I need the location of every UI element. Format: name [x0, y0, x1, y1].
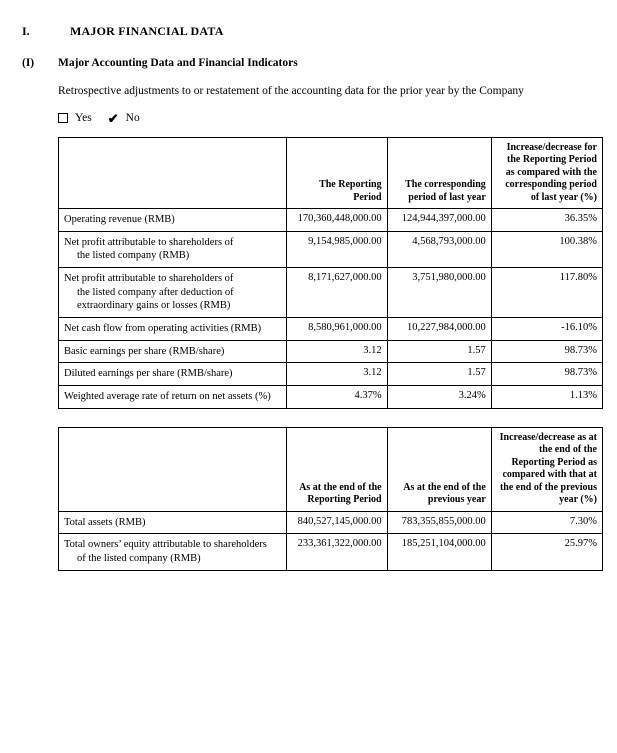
row-label	[59, 318, 287, 341]
row-label-line: Net cash flow from operating activities (RMB)	[64, 323, 262, 335]
financial-table-balance	[58, 427, 603, 571]
row-label-line: extraordinary gains or losses (RMB)	[77, 300, 231, 312]
row-value-reporting: 8,580,961,000.00	[287, 318, 387, 341]
restatement-choice-group	[58, 112, 595, 125]
row-value-end-reporting: 233,361,322,000.00	[287, 534, 387, 570]
table-row	[59, 268, 603, 318]
row-value-reporting: 170,360,448,000.00	[287, 209, 387, 232]
row-label-line: Total owners’ equity attributable to shareholders	[64, 539, 267, 551]
row-value-lastyear: 1.57	[387, 363, 491, 386]
row-label-line: the listed company (RMB)	[77, 250, 190, 262]
row-value-lastyear: 3.24%	[387, 385, 491, 408]
row-value-end-previous: 185,251,104,000.00	[387, 534, 491, 570]
row-value-lastyear: 1.57	[387, 340, 491, 363]
row-label	[59, 511, 287, 534]
table-header-row	[59, 427, 603, 511]
header-cell-change: Increase/decrease for the Reporting Period as compared with the corresponding period of last year (%)	[491, 137, 602, 209]
subsection-number: (I)	[22, 57, 35, 69]
no-checkbox-checked-icon[interactable]: ✔	[107, 110, 119, 126]
row-value-change: 36.35%	[491, 209, 602, 232]
table-row	[59, 511, 603, 534]
table-row	[59, 318, 603, 341]
row-label-line: Diluted earnings per share (RMB/share)	[64, 368, 233, 380]
row-label-line: the listed company after deduction of	[77, 286, 234, 298]
table-header-row	[59, 137, 603, 209]
no-label: No	[125, 112, 140, 125]
section-number: I.	[22, 24, 30, 38]
row-value-lastyear: 124,944,397,000.00	[387, 209, 491, 232]
table-spacer	[22, 409, 595, 427]
header-cell-blank	[59, 137, 287, 209]
table-row	[59, 363, 603, 386]
row-label	[59, 268, 287, 318]
table-row	[59, 534, 603, 570]
row-label	[59, 385, 287, 408]
table-row	[59, 385, 603, 408]
row-label-line: of the listed company (RMB)	[77, 552, 201, 564]
header-cell-end-reporting-period: As at the end of the Reporting Period	[287, 427, 387, 511]
row-value-change: 98.73%	[491, 363, 602, 386]
row-label	[59, 363, 287, 386]
row-label	[59, 340, 287, 363]
row-label-line: Net profit attributable to shareholders of	[64, 236, 234, 248]
row-label-line: Total assets (RMB)	[64, 516, 146, 528]
row-value-change: 25.97%	[491, 534, 602, 570]
subsection-title: Major Accounting Data and Financial Indicators	[58, 57, 298, 69]
intro-paragraph: Retrospective adjustments to or restatement of the accounting data for the prior year by the Company	[58, 85, 524, 97]
row-value-change: -16.10%	[491, 318, 602, 341]
row-value-lastyear: 4,568,793,000.00	[387, 231, 491, 267]
row-value-reporting: 3.12	[287, 340, 387, 363]
row-label-line: Basic earnings per share (RMB/share)	[64, 345, 225, 357]
row-value-change: 98.73%	[491, 340, 602, 363]
header-cell-blank	[59, 427, 287, 511]
header-cell-last-year: The corresponding period of last year	[387, 137, 491, 209]
header-cell-change: Increase/decrease as at the end of the Reporting Period as compared with that at the end of the previous year (%)	[491, 427, 602, 511]
row-value-lastyear: 3,751,980,000.00	[387, 268, 491, 318]
financial-table-period	[58, 137, 603, 409]
header-cell-reporting-period: The Reporting Period	[287, 137, 387, 209]
row-value-change: 117.80%	[491, 268, 602, 318]
row-label-line: Weighted average rate of return on net assets (%)	[64, 390, 271, 402]
row-value-reporting: 8,171,627,000.00	[287, 268, 387, 318]
row-label	[59, 534, 287, 570]
table-row	[59, 209, 603, 232]
row-label-line: Net profit attributable to shareholders of	[64, 273, 234, 285]
section-title: MAJOR FINANCIAL DATA	[70, 24, 224, 38]
table-row	[59, 340, 603, 363]
row-value-end-reporting: 840,527,145,000.00	[287, 511, 387, 534]
row-label-line: Operating revenue (RMB)	[64, 214, 175, 226]
row-value-reporting: 3.12	[287, 363, 387, 386]
section-heading	[22, 24, 595, 39]
header-cell-end-previous-year: As at the end of the previous year	[387, 427, 491, 511]
row-value-change: 7.30%	[491, 511, 602, 534]
row-value-end-previous: 783,355,855,000.00	[387, 511, 491, 534]
row-value-change: 100.38%	[491, 231, 602, 267]
subsection-heading	[22, 57, 595, 69]
yes-checkbox[interactable]	[58, 113, 68, 123]
row-value-reporting: 4.37%	[287, 385, 387, 408]
row-value-change: 1.13%	[491, 385, 602, 408]
row-value-reporting: 9,154,985,000.00	[287, 231, 387, 267]
yes-label: Yes	[75, 112, 92, 125]
row-value-lastyear: 10,227,984,000.00	[387, 318, 491, 341]
row-label	[59, 209, 287, 232]
table-row	[59, 231, 603, 267]
row-label	[59, 231, 287, 267]
